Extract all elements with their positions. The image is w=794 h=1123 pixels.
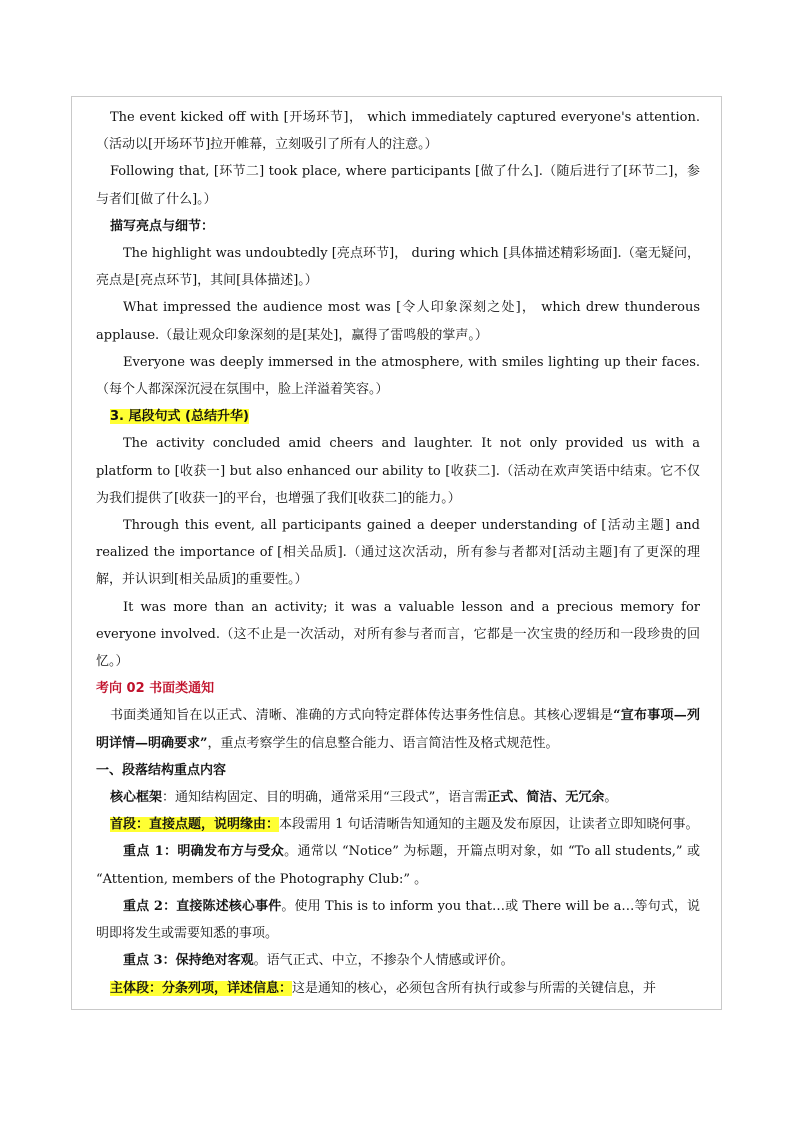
text-run: It was more than an activity; it was a valuable lesson and a precious memory for everyone involved.（这不止是一次活动，对所有参与者而言，它都是一次宝贵的经历和一段珍贵的回忆。） [96,599,700,670]
text-run: “宣布事项—列明详情—明确要求” [96,708,700,751]
paragraph [96,702,700,756]
text-run: 重点 1：明确发布方与受众 [123,844,285,860]
document-body [96,104,700,1002]
paragraph [96,594,700,676]
text-run: The highlight was undoubtedly [亮点环节]， during which [具体描述精彩场面].（毫无疑问，亮点是[亮点环节]，其间[具体描述]。） [96,246,700,289]
paragraph [96,512,700,594]
paragraph [96,838,700,892]
text-run: 考向 02 书面类通知 [96,681,215,697]
text-run: What impressed the audience most was [令人印象深刻之处]， which drew thunderous applause.（最让观众印象深刻的是[某处]，赢得了雷鸣般的掌声。） [96,300,700,343]
text-run: 。 [604,790,618,806]
text-run: ，重点考察学生的信息整合能力、语言简洁性及格式规范性。 [207,735,559,751]
paragraph [96,213,700,240]
text-run: The event kicked off with [开场环节]， which immediately captured everyone's attention.（活动以[开场环节]拉开帷幕，立刻吸引了所有人的注意。） [96,110,700,153]
text-run: 。语气正式、中立，不掺杂个人情感或评价。 [253,953,514,969]
paragraph [96,975,700,1002]
text-run: 这是通知的核心，必须包含所有执行或参与所需的关键信息，并 [292,980,657,996]
text-run: 一、段落结构重点内容 [96,762,227,778]
text-run: 核心框架 [110,790,163,806]
paragraph [96,403,700,430]
paragraph [96,893,700,947]
paragraph [96,675,700,702]
text-run: ：通知结构固定、目的明确，通常采用“三段式”，语言需 [162,790,488,806]
text-run: Following that, [环节二] took place, where participants [做了什么].（随后进行了[环节二]，参与者们[做了什么]。） [96,164,700,207]
text-run: 首段：直接点题，说明缘由： [110,817,280,833]
paragraph [96,349,700,403]
text-run: 主体段：分条列项，详述信息： [110,980,293,996]
text-run: 重点 2：直接陈述核心事件 [123,898,282,914]
text-run: The activity concluded amid cheers and laughter. It not only provided us with a platform to [收获一] but also enhanced our ability to [收获二].（活动在欢声笑语中结束。它不仅为我们提供了[收获一]的平台，也增强了我们[收获二]的能力。） [96,436,700,506]
text-run: 。使用 This is to inform you that…或 There will be a…等句式，说明即将发生或需要知悉的事项。 [96,898,700,942]
text-run: 书面类通知旨在以正式、清晰、准确的方式向特定群体传达事务性信息。其核心逻辑是 [110,708,614,724]
text-run: 重点 3：保持绝对客观 [123,953,254,969]
text-run: 正式、简洁、无冗余 [487,790,605,806]
text-run: 本段需用 1 句话清晰告知通知的主题及发布原因，让读者立即知晓何事。 [279,817,699,833]
paragraph [96,158,700,212]
text-run: Everyone was deeply immersed in the atmosphere, with smiles lighting up their faces.（每个人都深深沉浸在氛围中，脸上洋溢着笑容。） [96,354,700,398]
text-run: 3. 尾段句式 (总结升华) [110,409,249,425]
text-run: 描写亮点与细节： [110,218,215,234]
paragraph [96,240,700,294]
text-run: 。通常以 “Notice” 为标题，开篇点明对象，如 “To all students,” 或 “Attention, members of the Photography Club:” 。 [96,844,700,887]
paragraph [96,811,700,838]
paragraph [96,430,700,512]
paragraph [96,784,700,811]
paragraph [96,294,700,348]
paragraph [96,104,700,158]
paragraph [96,947,700,974]
text-run: Through this event, all participants gained a deeper understanding of [活动主题] and realized the importance of [相关品质].（通过这次活动，所有参与者都对[活动主题]有了更深的理解，并认识到[相关品质]的重要性。） [96,518,700,588]
paragraph [96,757,700,784]
